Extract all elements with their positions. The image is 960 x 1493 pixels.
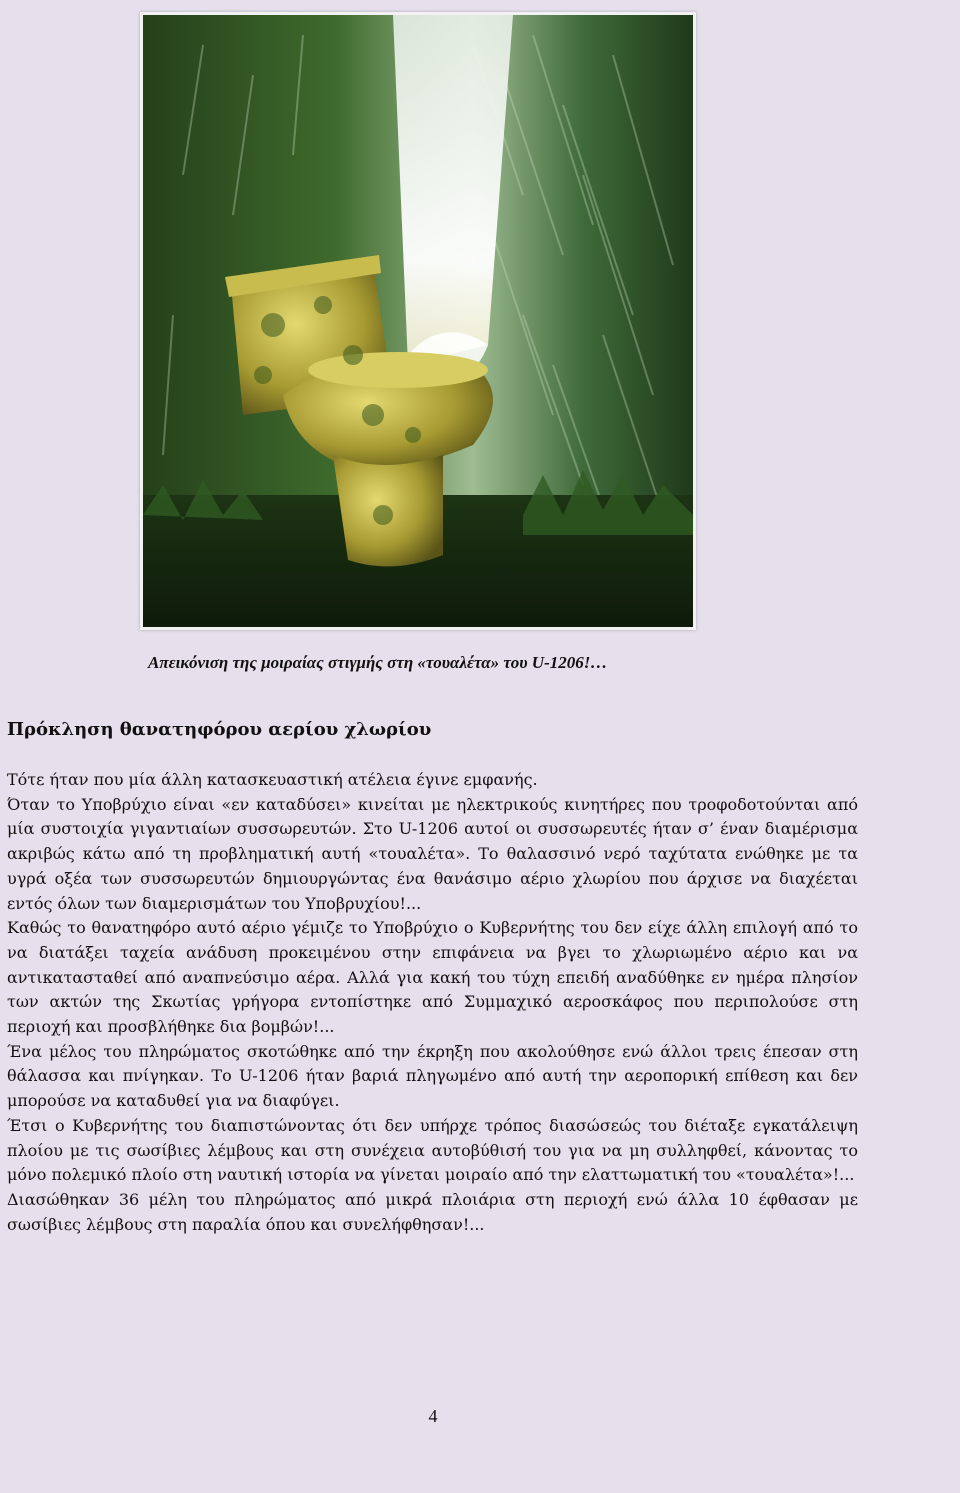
paragraph: Τότε ήταν που μία άλλη κατασκευαστική ατέλεια έγινε εμφανής. <box>7 770 538 789</box>
paragraph: Όταν το Υποβρύχιο είναι «εν καταδύσει» κινείται με ηλεκτρικούς κινητήρες που τροφοδοτούνται από μία συστοιχία γιγαντιαίων συσσωρευτών. Στο U-1206 αυτοί οι συσσωρευτές ήταν σ’ έναν διαμέρισμα ακριβώς κάτω από τη προβληματική αυτή «τουαλέτα». Το θαλασσινό νερό ταχύτατα ενώθηκε με τα υγρά οξέα των συσσωρευτών δημιουργώντας ένα θανάσιμο αέριο χλωρίου που άρχισε να διαχέεται εντός όλων των διαμερισμάτων του Υποβρυχίου!... <box>7 794 858 913</box>
toilet-water-jet-photo <box>140 12 696 630</box>
paragraph: Διασώθηκαν 36 μέλη του πληρώματος από μικρά πλοιάρια στη περιοχή ενώ άλλα 10 έφθασαν με σωσίβιες λέμβους στη παραλία όπου και συνελήφθησαν!... <box>7 1189 858 1234</box>
paragraph: Καθώς το θανατηφόρο αυτό αέριο γέμιζε το Υποβρύχιο ο Κυβερνήτης του δεν είχε άλλη επιλογή από το να διατάξει ταχεία ανάδυση προκειμένου στην επιφάνεια να βγει το χλωριωμένο αέριο και να αντικατασταθεί από αναπνεύσιμο αέρα. Αλλά για κακή του τύχη επειδή αναδύθηκε εν ημέρα πλησίον των ακτών της Σκωτίας γρήγορα εντοπίστηκε από Συμμαχικό αεροσκάφος που περιπολούσε στη περιοχή και προσβλήθηκε δια βομβών!... <box>7 918 858 1037</box>
article-body <box>7 768 858 1237</box>
page-number: 4 <box>428 1406 438 1426</box>
photo-caption: Απεικόνιση της μοιραίας στιγμής στη «τουαλέτα» του U-1206!… <box>148 653 608 672</box>
section-heading: Πρόκληση θανατηφόρου αερίου χλωρίου <box>7 719 432 740</box>
toilet-with-water-jet-icon <box>143 15 693 627</box>
paragraph: Ένα μέλος του πληρώματος σκοτώθηκε από την έκρηξη που ακολούθησε ενώ άλλοι τρεις έπεσαν στη θάλασσα και πνίγηκαν. Το U-1206 ήταν βαριά πληγωμένο από αυτή την αεροπορική επίθεση και δεν μπορούσε να καταδυθεί για να διαφύγει. <box>7 1041 858 1111</box>
paragraph: Έτσι ο Κυβερνήτης του διαπιστώνοντας ότι δεν υπήρχε τρόπος διασώσεώς του διέταξε εγκατάλειψη πλοίου με τις σωσίβιες λέμβους και στη συνέχεια αυτοβύθισή του για να μη συλληφθεί, κάνοντας το μόνο πολεμικό πλοίο στη ναυτική ιστορία να γίνεται μοιραίο από την ελαττωματική του «τουαλέτα»!... <box>7 1115 858 1185</box>
